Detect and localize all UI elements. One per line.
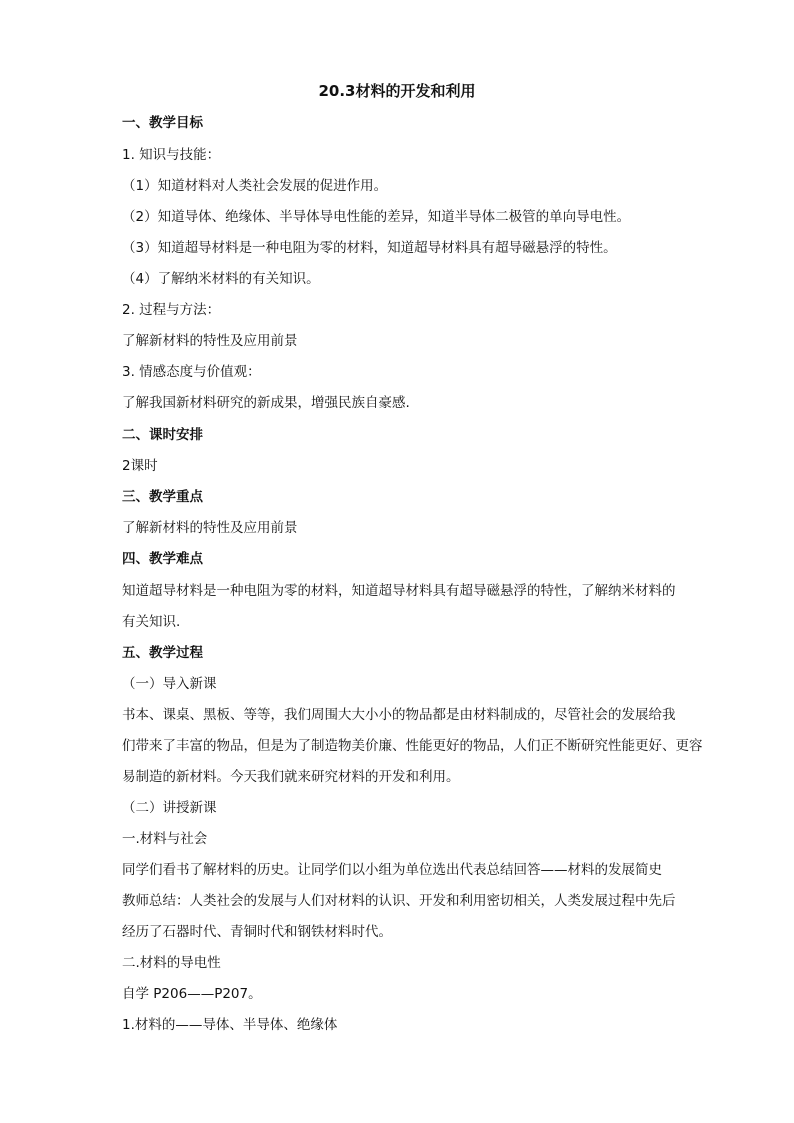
- process-text: 了解新材料的特性及应用前景: [122, 333, 298, 349]
- subsection-attitude: 3. 情感态度与价值观：: [122, 364, 261, 380]
- material-society-text-3: 经历了石器时代、青铜时代和钢铁材料时代。: [122, 924, 392, 940]
- step-lecture-heading: （二）讲授新课: [122, 800, 217, 816]
- objective-item-4: （4）了解纳米材料的有关知识。: [122, 271, 320, 287]
- section-heading-schedule: 二、课时安排: [122, 427, 203, 443]
- document-title: 20.3材料的开发和利用: [318, 82, 476, 100]
- intro-text-2: 们带来了丰富的物品，但是为了制造物美价廉、性能更好的物品，人们正不断研究性能更好、更容: [122, 738, 703, 754]
- section-heading-difficulties: 四、教学难点: [122, 551, 203, 567]
- objective-item-1: （1）知道材料对人类社会发展的促进作用。: [122, 178, 388, 194]
- section-heading-key-points: 三、教学重点: [122, 489, 203, 505]
- material-society-text-2: 教师总结：人类社会的发展与人们对材料的认识、开发和利用密切相关，人类发展过程中先后: [122, 893, 676, 909]
- attitude-text: 了解我国新材料研究的新成果，增强民族自豪感.: [122, 395, 410, 411]
- conductivity-self-study: 自学 P206——P207。: [122, 986, 262, 1002]
- difficulties-text-2: 有关知识.: [122, 614, 181, 630]
- schedule-text: 2课时: [122, 458, 158, 474]
- conductivity-item-1: 1.材料的——导体、半导体、绝缘体: [122, 1017, 338, 1033]
- difficulties-text-1: 知道超导材料是一种电阻为零的材料，知道超导材料具有超导磁悬浮的特性，了解纳米材料的: [122, 583, 676, 599]
- key-points-text: 了解新材料的特性及应用前景: [122, 520, 298, 536]
- intro-text-1: 书本、课桌、黑板、等等，我们周围大大小小的物品都是由材料制成的，尽管社会的发展给我: [122, 707, 676, 723]
- objective-item-3: （3）知道超导材料是一种电阻为零的材料，知道超导材料具有超导磁悬浮的特性。: [122, 240, 617, 256]
- topic-conductivity: 二.材料的导电性: [122, 955, 221, 971]
- intro-text-3: 易制造的新材料。今天我们就来研究材料的开发和利用。: [122, 769, 460, 785]
- subsection-process: 2. 过程与方法：: [122, 302, 221, 318]
- objective-item-2: （2）知道导体、绝缘体、半导体导电性能的差异，知道半导体二极管的单向导电性。: [122, 209, 631, 225]
- step-intro-heading: （一）导入新课: [122, 676, 217, 692]
- topic-material-society: 一.材料与社会: [122, 831, 208, 847]
- section-heading-process: 五、教学过程: [122, 645, 203, 661]
- section-heading-objectives: 一、教学目标: [122, 115, 203, 131]
- subsection-knowledge: 1. 知识与技能：: [122, 147, 221, 163]
- material-society-text-1: 同学们看书了解材料的历史。让同学们以小组为单位选出代表总结回答——材料的发展简史: [122, 862, 662, 878]
